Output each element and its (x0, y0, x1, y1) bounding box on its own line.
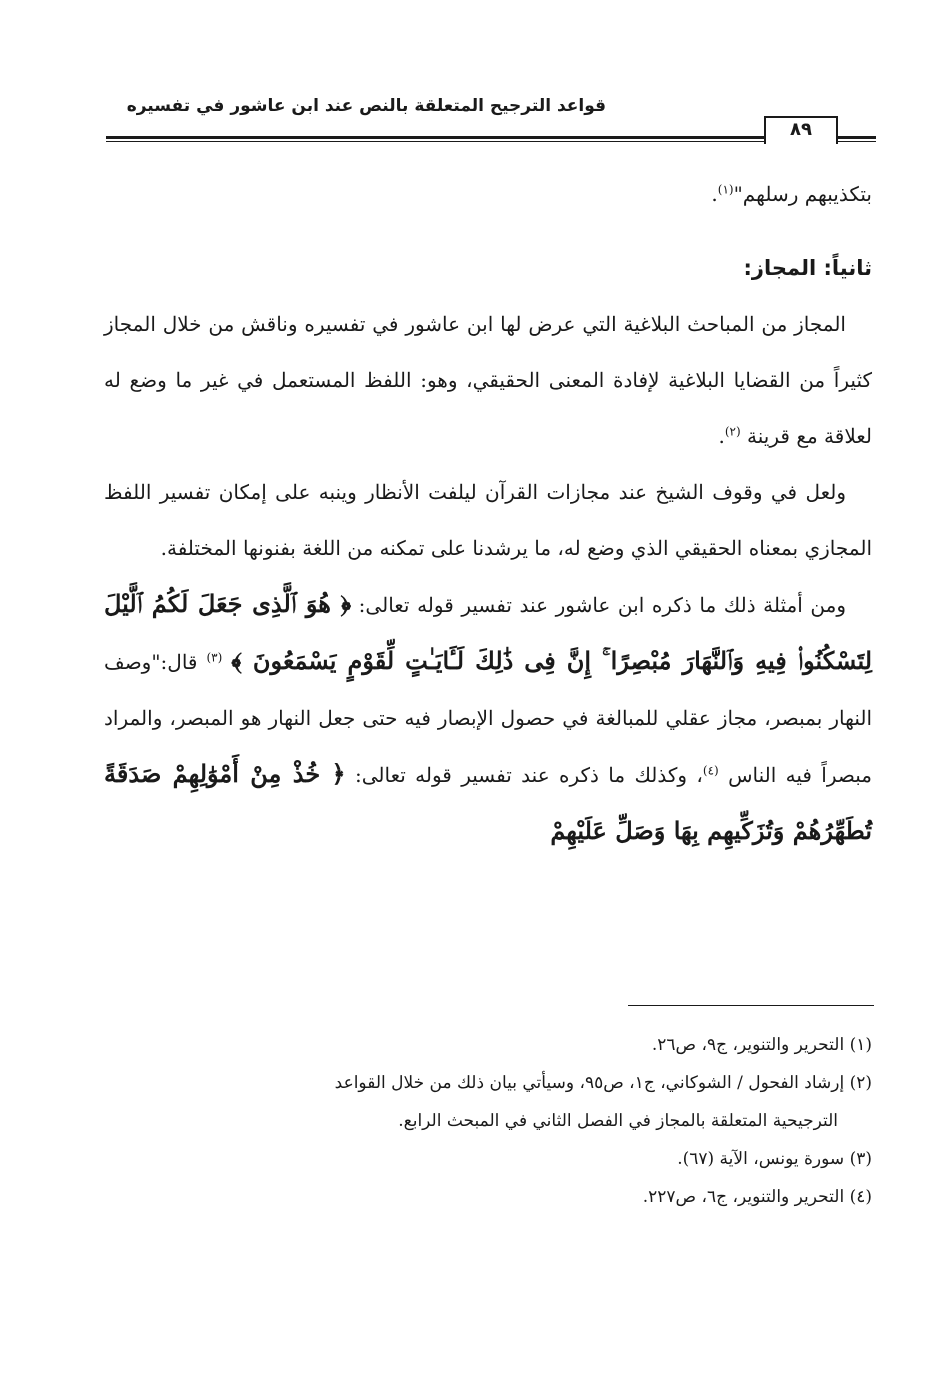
paragraph-definition: المجاز من المباحث البلاغية التي عرض لها ابن عاشور في تفسيره وناقش من خلال المجاز كثيراً من القضايا البلاغية لإفادة المعنى الحقيقي، وهو: اللفظ المستعمل في غير ما وضع له لعلاقة مع قرينة $^{(٢)}$. (104, 312, 872, 448)
running-title: قواعد الترجيح المتعلقة بالنص عند ابن عاشور في تفسيره (126, 96, 606, 116)
quran-verse: ﴿ خُذْ مِنْ أَمْوَٰلِهِمْ صَدَقَةً تُطَهِّرُهُمْ وَتُزَكِّيهِم بِهَا وَصَلِّ عَلَيْهِمْ (104, 759, 872, 845)
footnote: (٢) إرشاد الفحول / الشوكاني، ج١، ص٩٥، وسيأتي بيان ذلك من خلال القواعد (334, 1073, 872, 1093)
header-rule-thin (106, 141, 876, 142)
footnote: (٣) سورة يونس، الآية (٦٧). (677, 1149, 872, 1169)
quran-verse: ﴿ هُوَ ٱلَّذِى جَعَلَ لَكُمُ ٱلَّيْلَ لِتَسْكُنُوا۟ فِيهِ وَٱلنَّهَارَ مُبْصِرًا ۚ إِنَّ فِى ذَٰلِكَ لَـَٔايَـٰتٍ لِّقَوْمٍ يَسْمَعُونَ ﴾ (104, 589, 873, 675)
footnote-ref: (٢) (724, 424, 741, 439)
footnotes (104, 1026, 872, 1216)
paragraph-remark: ولعل في وقوف الشيخ عند مجازات القرآن ليلفت الأنظار وينبه على إمكان تفسير اللفظ المجازي بمعناه الحقيقي الذي وضع له، ما يرشدنا على تمكنه من اللغة بفنونها المختلفة. (104, 480, 872, 560)
footnote: (١) التحرير والتنوير، ج٩، ص٢٦. (651, 1035, 872, 1055)
paragraph-continuation: بتكذيبهم رسلهم"$^{(١)}$. (711, 182, 872, 206)
page-number: ٨٩ (764, 116, 838, 144)
footnote-ref: (٤) (702, 763, 719, 778)
footnote-ref: (٣) (206, 650, 223, 665)
section-heading: ثانياً: المجاز: (743, 256, 872, 280)
page-header (106, 96, 876, 146)
header-rule-thick (106, 136, 876, 139)
footnote-continuation: الترجيحية المتعلقة بالمجاز في الفصل الثاني في المبحث الرابع. (398, 1111, 838, 1131)
paragraph-example: ومن أمثلة ذلك ما ذكره ابن عاشور عند تفسير قوله تعالى: ﴿ هُوَ ٱلَّذِى جَعَلَ لَكُمُ ٱلَّيْلَ لِتَسْكُنُوا۟ فِيهِ وَٱلنَّهَارَ مُبْصِرًا ۚ إِنَّ فِى ذَٰلِكَ لَـَٔايَـٰتٍ لِّقَوْمٍ يَسْمَعُونَ ﴾ $^{(٣)}$ قال:"وصف النهار بمبصر، مجاز عقلي للمبالغة في حصول الإبصار فيه حتى جعل النهار هو المبصر، والمراد مبصراً فيه الناس $^{(٤)}$، وكذلك ما ذكره عند تفسير قوله تعالى: ﴿ خُذْ مِنْ أَمْوَٰلِهِمْ صَدَقَةً تُطَهِّرُهُمْ وَتُزَكِّيهِم بِهَا وَصَلِّ عَلَيْهِمْ (104, 589, 873, 845)
footnote-separator (628, 1005, 874, 1006)
footnote: (٤) التحرير والتنوير، ج٦، ص٢٢٧. (642, 1187, 872, 1207)
footnote-ref: (١) (717, 182, 734, 197)
main-text (104, 166, 872, 860)
